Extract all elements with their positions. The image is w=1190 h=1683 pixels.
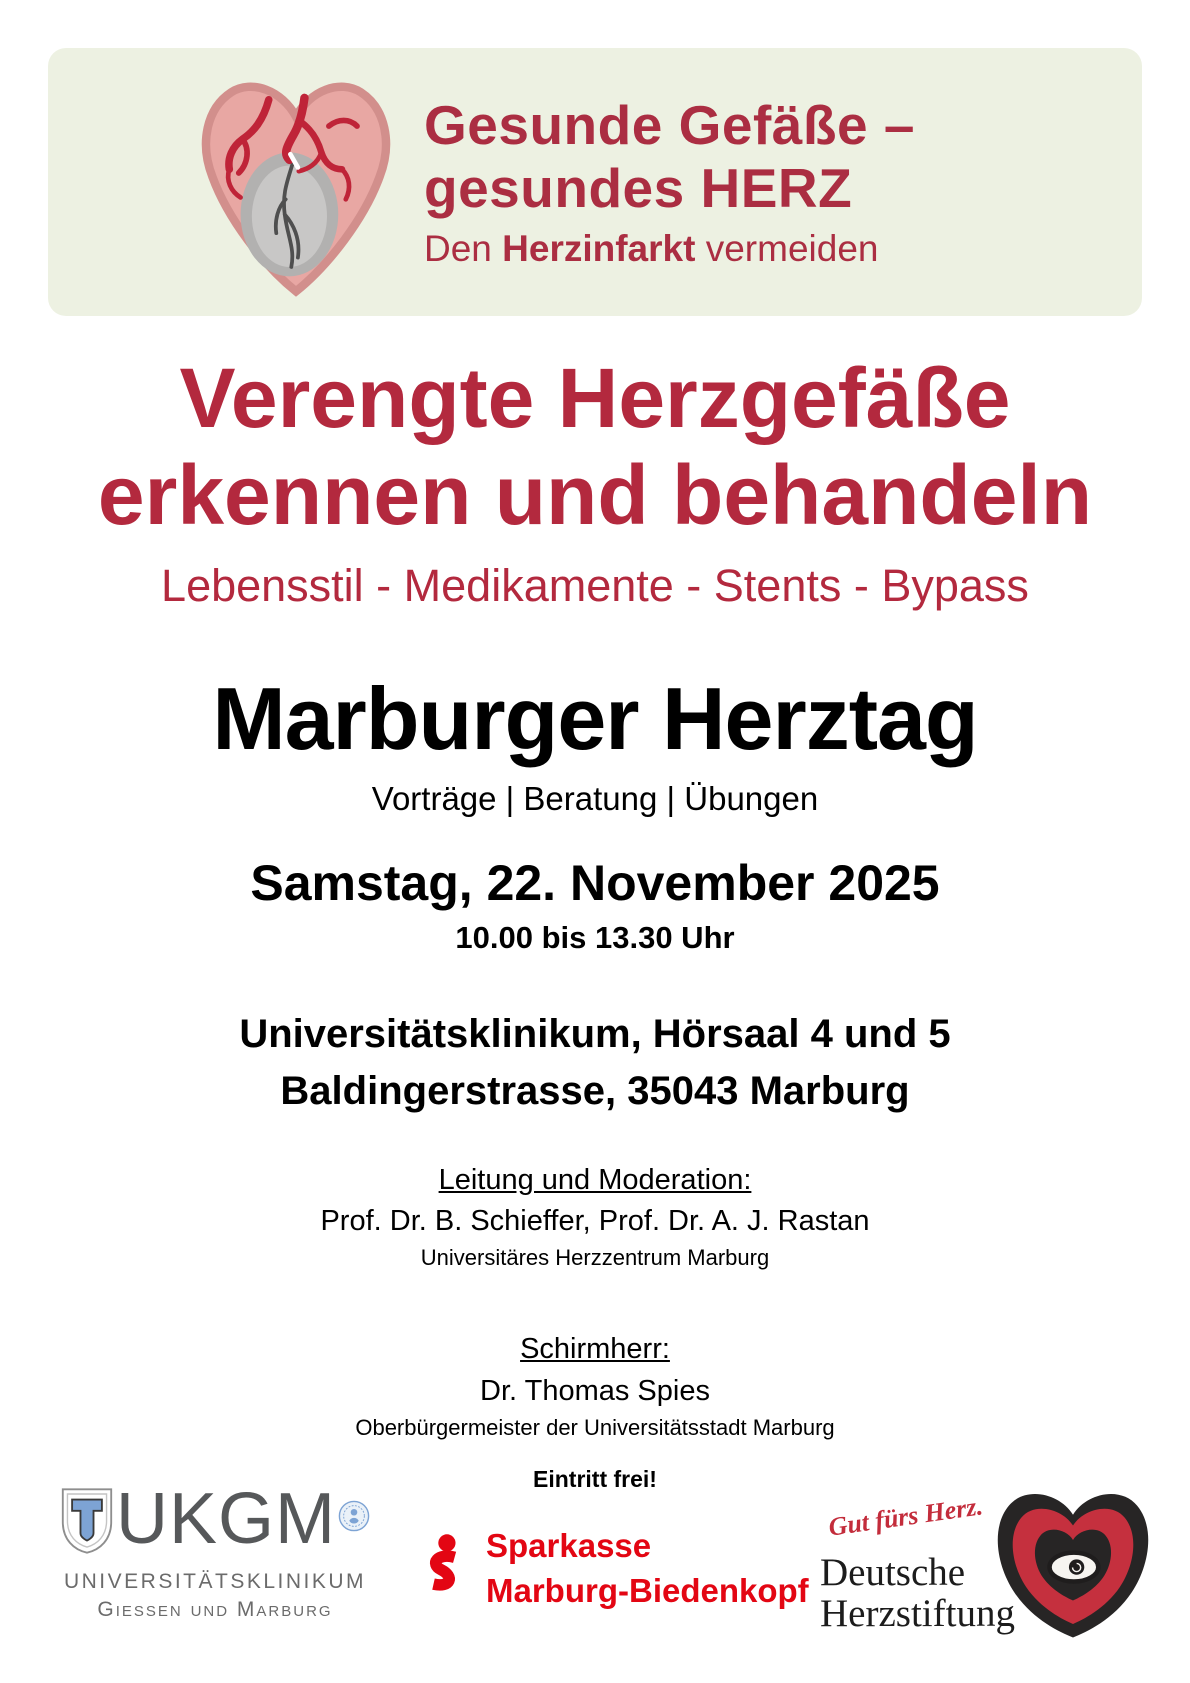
sparkasse-line1: Sparkasse — [486, 1527, 652, 1564]
banner-title-line1: Gesunde Gefäße – — [424, 94, 915, 157]
ukgm-seal-icon — [338, 1500, 370, 1532]
leadership-names: Prof. Dr. B. Schieffer, Prof. Dr. A. J. Rastan — [320, 1205, 870, 1238]
herzstiftung-logo — [818, 1486, 1168, 1646]
venue-line1: Universitätsklinikum, Hörsaal 4 und 5 — [239, 1012, 951, 1056]
event-venue — [0, 1006, 1190, 1120]
patron-name: Dr. Thomas Spies — [480, 1375, 710, 1408]
ukgm-logo — [50, 1479, 380, 1622]
event-subtitle: Vorträge | Beratung | Übungen — [371, 780, 819, 817]
ukgm-shield-icon — [60, 1486, 114, 1556]
herzstiftung-line2: Herzstiftung — [820, 1592, 1015, 1636]
herzstiftung-heart-icon — [984, 1484, 1162, 1642]
event-title: Marburger Herztag — [212, 669, 978, 768]
header-banner — [48, 48, 1142, 316]
patron-block — [0, 1328, 1190, 1444]
patron-heading: Schirmherr: — [520, 1333, 670, 1365]
herzstiftung-tagline: Gut fürs Herz. — [826, 1491, 985, 1542]
sparkasse-line2: Marburg-Biedenkopf — [486, 1571, 809, 1609]
ukgm-name-line2: Giessen und Marburg — [97, 1598, 333, 1621]
leadership-block — [0, 1160, 1190, 1274]
headline-line1: Verengte Herzgefäße — [179, 351, 1011, 445]
leadership-affiliation: Universitäres Herzzentrum Marburg — [420, 1245, 770, 1271]
banner-subtitle — [424, 228, 915, 270]
banner-subtitle-suffix: vermeiden — [695, 227, 879, 269]
leadership-heading: Leitung und Moderation: — [438, 1164, 752, 1196]
banner-subtitle-bold: Herzinfarkt — [502, 227, 696, 269]
headline-subtitle: Lebensstil - Medikamente - Stents - Bypass — [161, 560, 1029, 611]
ukgm-name-line1: UNIVERSITÄTSKLINIKUM — [63, 1570, 367, 1593]
ukgm-acronym: UKGM — [116, 1479, 336, 1559]
ukgm-logo-row — [50, 1479, 380, 1559]
banner-subtitle-prefix: Den — [424, 227, 503, 269]
banner-title-line2: gesundes HERZ — [424, 157, 853, 219]
headline-line2: erkennen und behandeln — [97, 448, 1093, 543]
herzstiftung-line1: Deutsche — [820, 1551, 966, 1594]
patron-title: Oberbürgermeister der Universitätsstadt Marburg — [355, 1415, 835, 1441]
sparkasse-s-icon — [422, 1532, 468, 1596]
event-date: Samstag, 22. November 2025 — [250, 855, 940, 911]
event-time: 10.00 bis 13.30 Uhr — [455, 920, 735, 955]
banner-text-block — [424, 94, 915, 269]
sparkasse-text — [486, 1524, 809, 1613]
headline — [0, 350, 1190, 545]
admission-note: Eintritt frei! — [533, 1466, 657, 1492]
venue-line2: Baldingerstrasse, 35043 Marburg — [280, 1068, 910, 1113]
heart-logo-icon — [188, 71, 404, 307]
sparkasse-logo — [422, 1524, 809, 1613]
